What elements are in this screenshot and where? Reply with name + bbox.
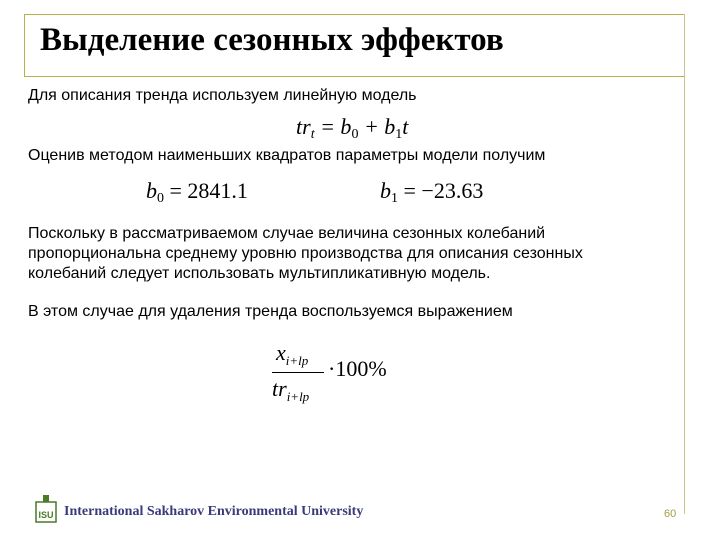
- svg-text:ISU: ISU: [38, 510, 54, 520]
- formula-t: t: [402, 114, 409, 139]
- formula-tr: tr: [296, 114, 311, 139]
- fraction-denominator: $tr_{i+lp}$: [272, 376, 310, 404]
- paragraph-trend-intro: Для описания тренда используем линейную модель: [28, 87, 417, 104]
- formula-tr-sub: t: [310, 127, 315, 142]
- paragraph-seasonal-line3: колебаний следует использовать мультипликативную модель.: [28, 265, 491, 282]
- paragraph-seasonal-line2: пропорциональна среднему уровню производства для описания сезонных: [28, 245, 583, 262]
- paragraph-ols: Оценив методом наименьших квадратов параметры модели получим: [28, 147, 546, 164]
- b1-value: = −23.63: [403, 178, 484, 203]
- b1-label-sub: 1: [391, 191, 398, 206]
- formula-plus-b: + b: [358, 114, 396, 139]
- formula-b0-sub: 0: [351, 127, 359, 142]
- b0-label-sub: 0: [157, 191, 164, 206]
- formula-b1-sub: 1: [395, 127, 403, 142]
- footer-university-name: International Sakharov Environmental University: [64, 504, 364, 519]
- fraction-numerator: $x_{i+lp}$: [276, 340, 309, 368]
- slide-frame-top: [24, 14, 684, 15]
- university-logo: [34, 494, 58, 524]
- slide-frame-left: [24, 14, 25, 76]
- formula-eq-b: = b: [320, 114, 352, 139]
- slide-title: Выделение сезонных эффектов: [40, 22, 504, 58]
- paragraph-seasonal-line1: Поскольку в рассматриваемом случае величина сезонных колебаний: [28, 225, 546, 242]
- paragraph-detrend: В этом случае для удаления тренда воспользуемся выражением: [28, 303, 513, 320]
- b0-value: = 2841.1: [169, 178, 248, 203]
- fraction-multiplier: ·100%: [328, 356, 387, 381]
- formula-linear-trend: [296, 114, 408, 143]
- fraction-bar: [272, 372, 324, 373]
- page-number: 60: [664, 508, 677, 520]
- formula-b0-value: $b_0 = 2841.1$: [146, 178, 248, 206]
- formula-b1-value: $b_1 = -23.63$: [380, 178, 484, 206]
- title-underline: [24, 76, 684, 77]
- slide-frame-right: [684, 14, 685, 514]
